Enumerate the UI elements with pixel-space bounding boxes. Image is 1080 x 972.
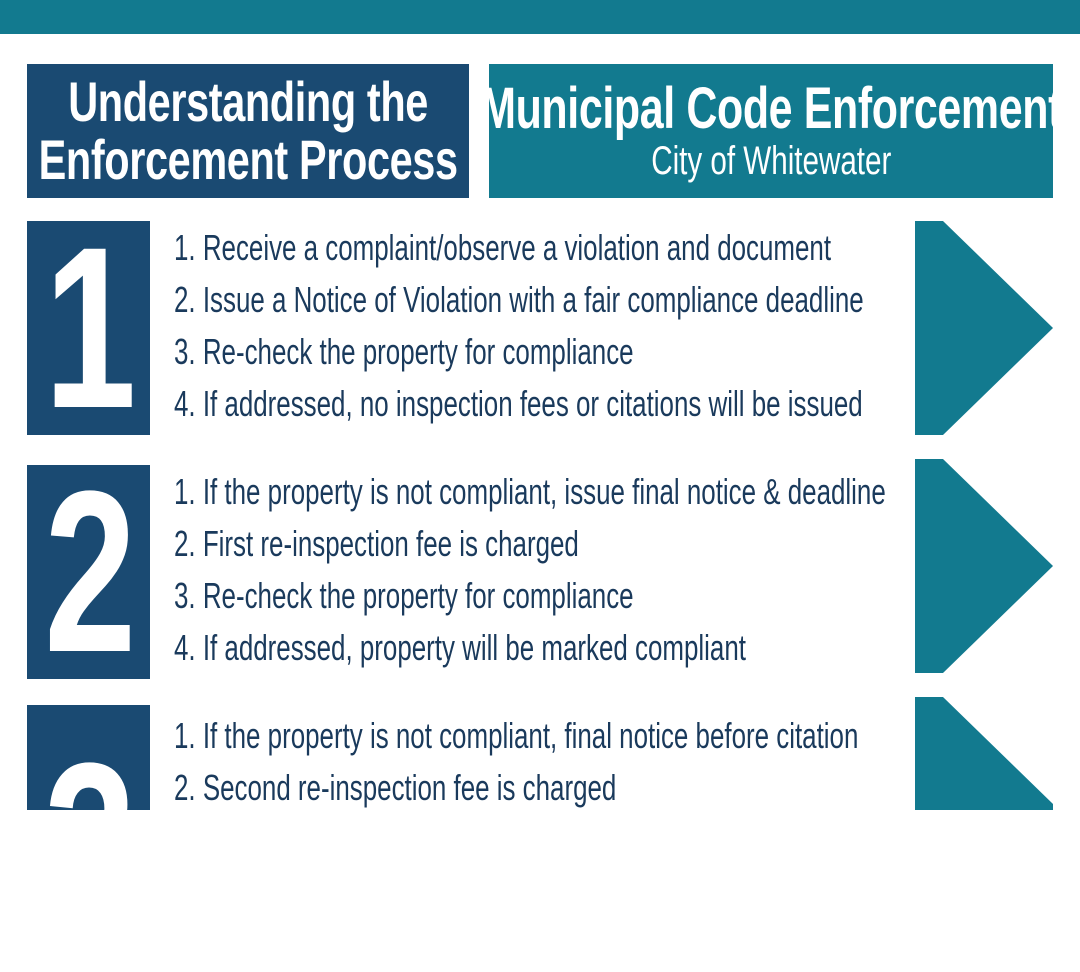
- process-title-box: [27, 64, 469, 198]
- step-3-list: [174, 710, 914, 814]
- org-title-box: [480, 64, 1062, 198]
- step-1-item-2: 2. Issue a Notice of Violation with a fair compliance deadline: [174, 279, 864, 320]
- org-title: Municipal Code Enforcement: [480, 76, 1062, 141]
- org-subtitle: City of Whitewater: [650, 139, 892, 183]
- step-3-arrow-icon: [915, 697, 1053, 810]
- step-2-item-2: 2. First re-inspection fee is charged: [174, 523, 579, 564]
- step-1-number: 1: [44, 199, 137, 456]
- step-2-number-box: [27, 443, 150, 700]
- step-2-arrow-icon: [915, 459, 1053, 673]
- step-3-item-2: 2. Second re-inspection fee is charged: [174, 767, 617, 808]
- step-1-item-4: 4. If addressed, no inspection fees or citations will be issued: [174, 383, 863, 424]
- step-1-list: [174, 222, 914, 430]
- step-2-list: [174, 466, 914, 674]
- process-title-line2: Enforcement Process: [38, 128, 458, 191]
- step-1-number-box: [27, 199, 150, 456]
- process-title-line1: Understanding the: [68, 70, 428, 133]
- step-3-number-box: [27, 705, 150, 972]
- step-3-number: 3: [44, 715, 137, 972]
- step-2-number: 2: [44, 443, 137, 700]
- step-2-item-1: 1. If the property is not compliant, issue final notice & deadline: [174, 471, 886, 512]
- step-3-item-1: 1. If the property is not compliant, final notice before citation: [174, 715, 859, 756]
- step-1-arrow-icon: [915, 221, 1053, 435]
- step-2-item-3: 3. Re-check the property for compliance: [174, 575, 634, 616]
- step-2-item-4: 4. If addressed, property will be marked compliant: [174, 627, 746, 668]
- top-banner-bar: [0, 0, 1080, 34]
- step-1-item-1: 1. Receive a complaint/observe a violation and document: [174, 227, 832, 268]
- step-1-item-3: 3. Re-check the property for compliance: [174, 331, 634, 372]
